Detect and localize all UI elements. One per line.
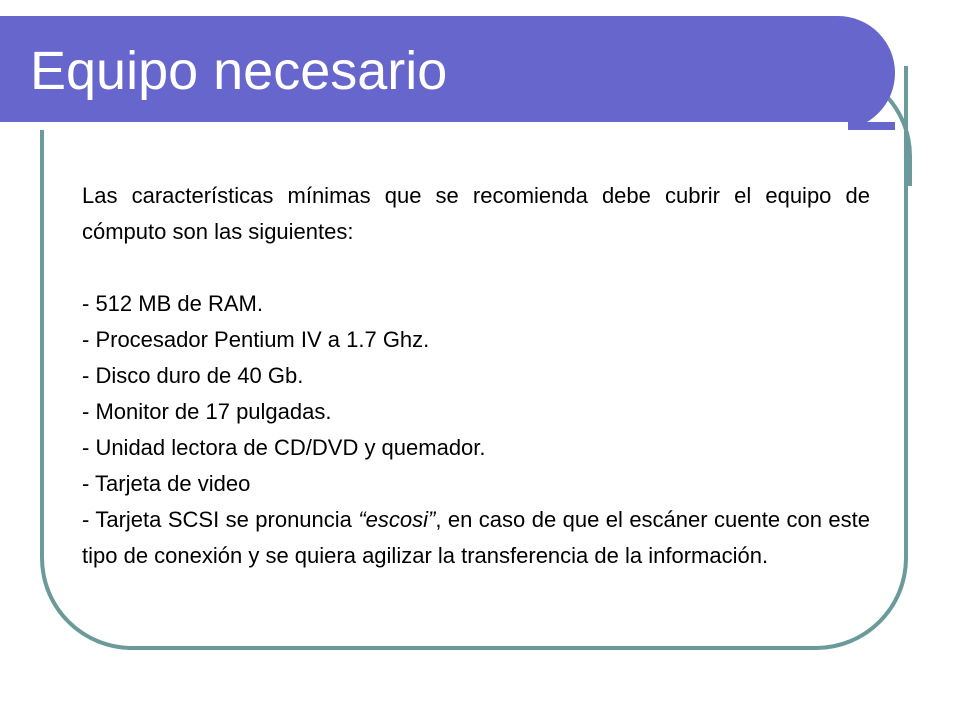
list-item-optical-drive: - Unidad lectora de CD/DVD y quemador. (82, 435, 486, 460)
title-underline (0, 122, 848, 130)
slide-title: Equipo necesario (30, 41, 448, 101)
list-item-ram: - 512 MB de RAM. (82, 291, 263, 316)
paragraph-gap (82, 250, 870, 286)
list-item-processor: - Procesador Pentium IV a 1.7 Ghz. (82, 327, 430, 352)
list-item-monitor: - Monitor de 17 pulgadas. (82, 399, 332, 424)
scsi-text-after: , en caso de que el escáner cuente con este tipo de conexión y se quiera agilizar la transferencia de la información. (82, 507, 870, 568)
list-item-video-card: - Tarjeta de video (82, 471, 251, 496)
intro-paragraph: Las características mínimas que se recomienda debe cubrir el equipo de cómputo son las siguientes: (82, 183, 870, 244)
scsi-pronunciation: “escosi” (358, 507, 436, 532)
title-bar-cap (848, 122, 895, 130)
list-item-scsi-card (82, 502, 870, 574)
slide-body (82, 178, 870, 574)
scsi-text-before: - Tarjeta SCSI se pronuncia (82, 507, 359, 532)
list-item-hard-disk: - Disco duro de 40 Gb. (82, 363, 304, 388)
